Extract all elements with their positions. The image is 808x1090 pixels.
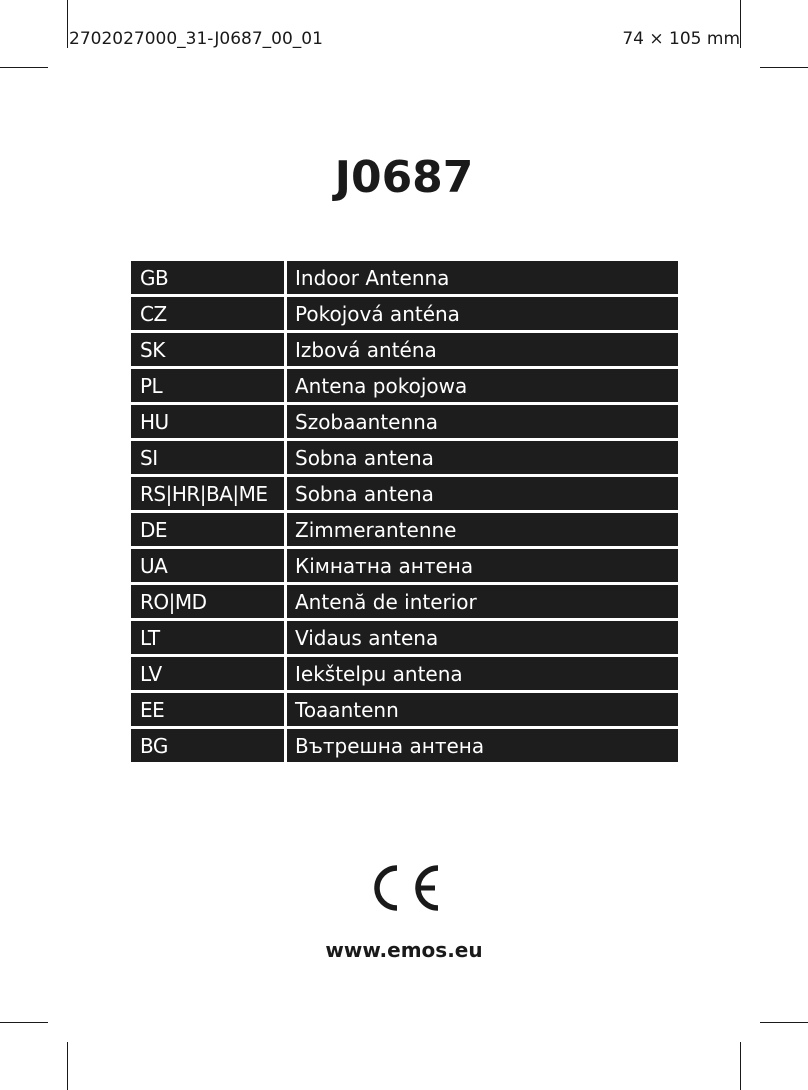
product-name: Antena pokojowa (287, 369, 678, 402)
crop-mark-bottom-left-horizontal (0, 1022, 48, 1023)
language-code: UA (131, 549, 284, 582)
crop-mark-bottom-right-horizontal (760, 1022, 808, 1023)
language-code: LV (131, 657, 284, 690)
product-name: Szobaantenna (287, 405, 678, 438)
print-dimensions: 74 × 105 mm (622, 29, 740, 49)
language-code: RO|MD (131, 585, 284, 618)
language-code: EE (131, 693, 284, 726)
table-row (131, 549, 678, 582)
table-row (131, 657, 678, 690)
table-row (131, 441, 678, 474)
product-name: Indoor Antenna (287, 261, 678, 294)
table-row (131, 729, 678, 762)
table-row (131, 405, 678, 438)
table-row (131, 261, 678, 294)
product-name: Antenă de interior (287, 585, 678, 618)
product-name: Sobna antena (287, 477, 678, 510)
product-name: Кімнатна антена (287, 549, 678, 582)
language-code: CZ (131, 297, 284, 330)
website-link[interactable]: www.emos.eu (325, 938, 483, 962)
language-code: HU (131, 405, 284, 438)
language-code: GB (131, 261, 284, 294)
product-name: Iekštelpu antena (287, 657, 678, 690)
table-row (131, 621, 678, 654)
crop-mark-top-right-horizontal (760, 67, 808, 68)
table-row (131, 297, 678, 330)
table-row (131, 477, 678, 510)
crop-mark-bottom-left-vertical (67, 1042, 68, 1090)
language-code: DE (131, 513, 284, 546)
product-name: Vidaus antena (287, 621, 678, 654)
table-row (131, 513, 678, 546)
crop-mark-top-left-horizontal (0, 67, 48, 68)
language-code: RS|HR|BA|ME (131, 477, 284, 510)
crop-mark-top-right-vertical (740, 0, 741, 48)
ce-mark-icon (367, 862, 441, 914)
table-row (131, 585, 678, 618)
article-code: 2702027000_31-J0687_00_01 (69, 29, 323, 49)
table-row (131, 333, 678, 366)
product-title: J0687 (334, 152, 474, 203)
crop-mark-bottom-right-vertical (740, 1042, 741, 1090)
product-name: Izbová anténa (287, 333, 678, 366)
language-code: BG (131, 729, 284, 762)
product-name: Pokojová anténa (287, 297, 678, 330)
language-code: SK (131, 333, 284, 366)
language-table (131, 261, 678, 765)
language-code: SI (131, 441, 284, 474)
language-code: LT (131, 621, 284, 654)
table-row (131, 369, 678, 402)
product-name: Sobna antena (287, 441, 678, 474)
language-code: PL (131, 369, 284, 402)
product-name: Toaantenn (287, 693, 678, 726)
product-name: Zimmerantenne (287, 513, 678, 546)
product-name: Вътрешна антена (287, 729, 678, 762)
crop-mark-top-left-vertical (67, 0, 68, 48)
table-row (131, 693, 678, 726)
